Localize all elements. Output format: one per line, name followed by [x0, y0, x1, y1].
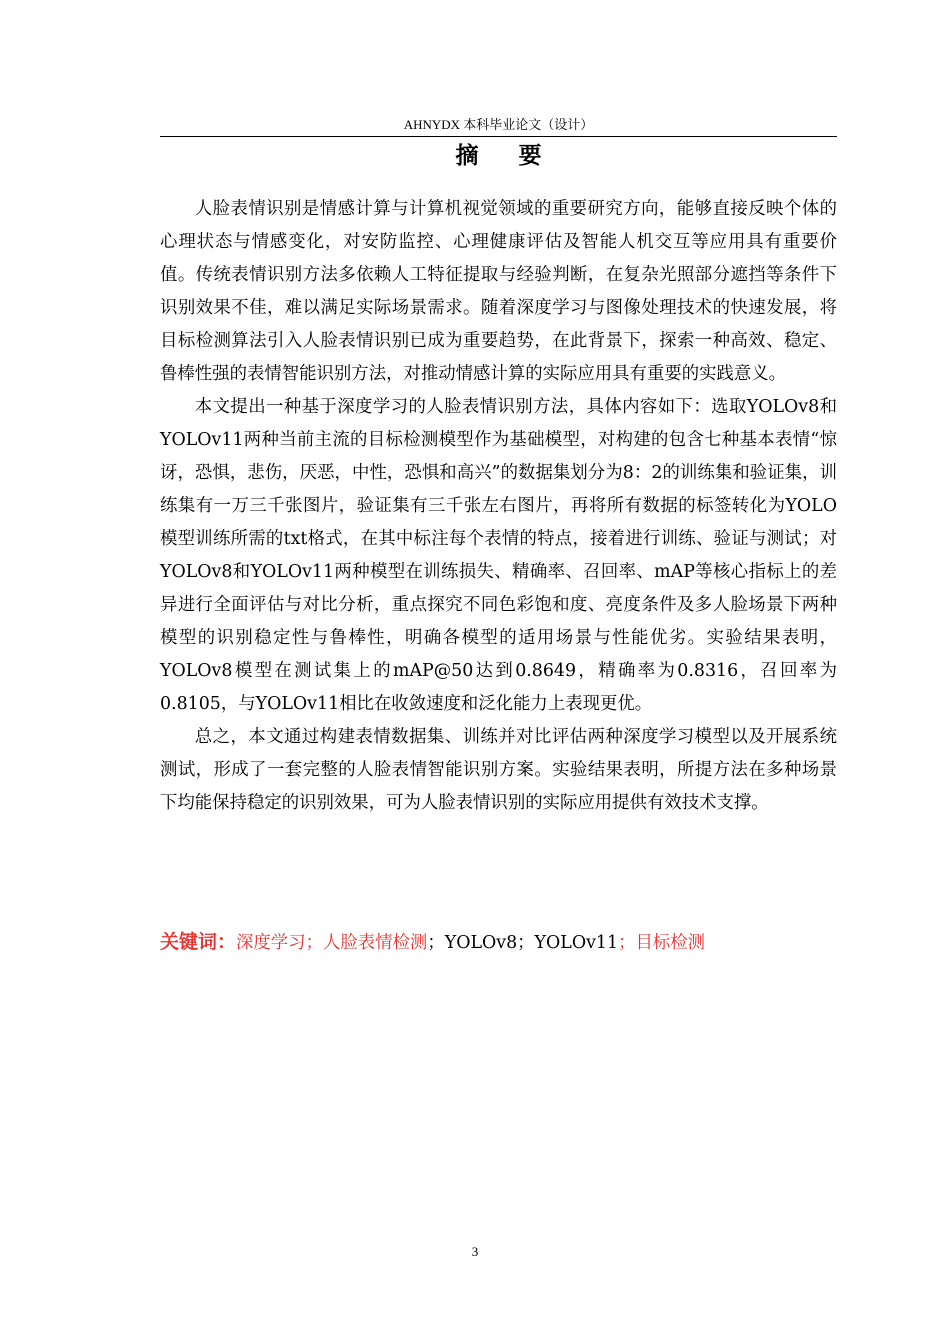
abstract-paragraph-1: 人脸表情识别是情感计算与计算机视觉领域的重要研究方向，能够直接反映个体的心理状态与情感变化，对安防监控、心理健康评估及智能人机交互等应用具有重要价值。传统表情识别方法多依赖人工特征提取与经验判断，在复杂光照部分遮挡等条件下识别效果不佳，难以满足实际场景需求。随着深度学习与图像处理技术的快速发展，将目标检测算法引入人脸表情识别已成为重要趋势，在此背景下，探索一种高效、稳定、鲁棒性强的表情智能识别方法，对推动情感计算的实际应用具有重要的实践意义。 [160, 199, 837, 384]
keywords-group-3: 目标检测 [635, 933, 706, 953]
keywords-label: 关键词： [160, 931, 237, 953]
keywords-group-2: YOLOv8；YOLOv11 [444, 933, 619, 953]
keywords-line [160, 926, 837, 960]
page-header: AHNYDX 本科毕业论文（设计） [403, 117, 594, 132]
header-rule [160, 136, 837, 137]
abstract-body [160, 193, 837, 820]
abstract-paragraph-2: 本文提出一种基于深度学习的人脸表情识别方法，具体内容如下：选取YOLOv8和YOLOv11两种当前主流的目标检测模型作为基础模型，对构建的包含七种基本表情“惊讶，恐惧，悲伤，厌恶，中性，恐惧和高兴”的数据集划分为8：2的训练集和验证集，训练集有一万三千张图片，验证集有三千张左右图片，再将所有数据的标签转化为YOLO模型训练所需的txt格式，在其中标注每个表情的特点，接着进行训练、验证与测试；对YOLOv8和YOLOv11两种模型在训练损失、精确率、召回率、mAP等核心指标上的差异进行全面评估与对比分析，重点探究不同色彩饱和度、亮度条件及多人脸场景下两种模型的识别稳定性与鲁棒性，明确各模型的适用场景与性能优劣。实验结果表明，YOLOv8模型在测试集上的mAP@50达到0.8649，精确率为0.8316，召回率为0.8105，与YOLOv11相比在收敛速度和泛化能力上表现更优。 [160, 397, 837, 714]
keywords-separator-2: ； [618, 933, 636, 953]
keywords-group-1: 深度学习；人脸表情检测 [236, 933, 428, 953]
abstract-title: 摘 要 [455, 143, 558, 169]
abstract-paragraph-3: 总之，本文通过构建表情数据集、训练并对比评估两种深度学习模型以及开展系统测试，形成了一套完整的人脸表情智能识别方案。实验结果表明，所提方法在多种场景下均能保持稳定的识别效果，可为人脸表情识别的实际应用提供有效技术支撑。 [160, 727, 837, 813]
page-number: 3 [471, 1244, 479, 1259]
keywords-separator-1: ； [427, 933, 445, 953]
